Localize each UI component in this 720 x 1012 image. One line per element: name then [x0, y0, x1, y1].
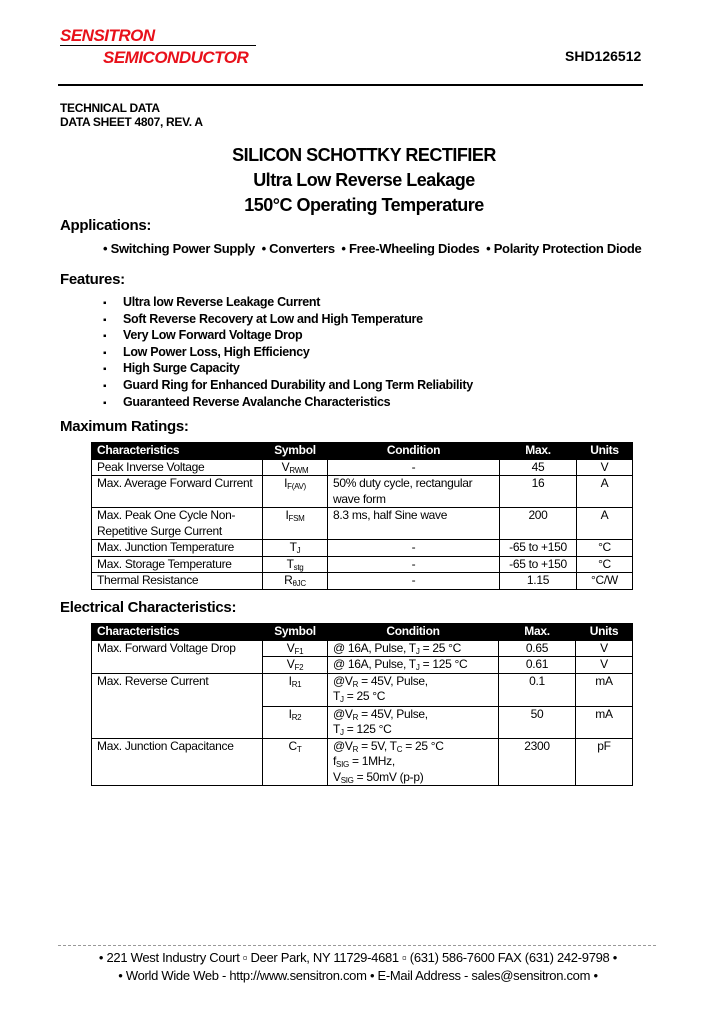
- condition: @V: [333, 706, 353, 721]
- unit-cell: [577, 459, 633, 476]
- condition-cell: [328, 657, 499, 674]
- subscript: RWM: [289, 465, 309, 475]
- condition: = 5V, T: [358, 738, 397, 753]
- unit-cell: [577, 540, 633, 557]
- characteristic-cell: [92, 738, 263, 786]
- characteristic-cell: [92, 573, 263, 590]
- unit-cell: [577, 476, 633, 508]
- symbol-cell: [263, 508, 328, 540]
- unit: mA: [595, 706, 613, 721]
- characteristic: Max. Junction Temperature: [97, 540, 235, 554]
- condition-cell: [328, 738, 499, 786]
- feature-item: ▪ High Surge Capacity: [103, 361, 473, 378]
- unit: V: [600, 657, 608, 671]
- symbol: V: [286, 657, 295, 671]
- characteristic-cell: [92, 673, 263, 738]
- characteristic: Max. Junction Capacitance: [97, 738, 234, 753]
- applications-list: • Switching Power Supply • Converters • Free-Wheeling Diodes • Polarity Protection Diode: [103, 241, 642, 256]
- subscript: R2: [291, 712, 302, 722]
- subscript: R: [352, 744, 359, 754]
- condition-cell: [328, 459, 500, 476]
- characteristic-cell: [92, 556, 263, 573]
- electrical-table: [91, 623, 633, 786]
- condition-line: [333, 641, 493, 657]
- max-value: 0.1: [529, 673, 545, 688]
- condition: = 25 °C: [343, 689, 386, 703]
- application-item: Switching Power Supply: [110, 241, 255, 256]
- subscript: R1: [291, 679, 302, 689]
- subscript: F1: [294, 646, 304, 656]
- application-item: Polarity Protection Diode: [493, 241, 642, 256]
- unit: pF: [597, 738, 611, 753]
- condition: -: [411, 540, 416, 554]
- characteristic-cell: [92, 459, 263, 476]
- subscript: J: [415, 663, 420, 672]
- condition: 8.3 ms, half Sine wave: [333, 508, 448, 522]
- unit: A: [600, 476, 609, 490]
- condition-line: [333, 770, 493, 786]
- col-header: Symbol: [263, 624, 328, 641]
- condition-cell: [328, 573, 500, 590]
- company-logo-line2: SEMICONDUCTOR: [103, 48, 249, 67]
- footer-address: • 221 West Industry Court ▫ Deer Park, NY 11729-4681 ▫ (631) 586-7600 FAX (631) 242-9798 •: [98, 950, 618, 965]
- col-header: Characteristics: [92, 443, 263, 460]
- condition-line: [333, 689, 493, 705]
- max-value: 45: [531, 459, 545, 474]
- characteristic: Max. Storage Temperature: [97, 556, 232, 571]
- main-title: SILICON SCHOTTKY RECTIFIER: [232, 145, 496, 165]
- symbol: C: [288, 738, 297, 753]
- max-value: 0.65: [525, 640, 549, 655]
- condition: = 125 °C: [419, 657, 468, 671]
- symbol: I: [285, 508, 289, 522]
- symbol: T: [289, 540, 297, 554]
- condition-line: [333, 657, 493, 673]
- max-value: -65 to +150: [509, 540, 567, 554]
- max-cell: [500, 540, 577, 557]
- subscript: R: [352, 679, 359, 689]
- condition: = 45V, Pulse,: [358, 673, 428, 688]
- max-cell: [499, 640, 576, 657]
- characteristic-cell: [92, 476, 263, 508]
- condition-line: [333, 754, 493, 770]
- subscript: SIG: [336, 760, 349, 769]
- symbol-cell: [263, 738, 328, 786]
- condition-cell: [328, 673, 499, 706]
- unit: °C/W: [591, 573, 618, 587]
- col-header: Characteristics: [92, 624, 263, 641]
- feature-item: ▪ Ultra low Reverse Leakage Current: [103, 295, 473, 312]
- table-row: [92, 540, 633, 557]
- application-item: Free-Wheeling Diodes: [348, 241, 480, 256]
- max-value: 1.15: [526, 573, 550, 587]
- subscript: R: [352, 712, 359, 722]
- feature-item: ▪ Low Power Loss, High Efficiency: [103, 345, 473, 362]
- footer-divider: [58, 945, 656, 946]
- subscript: F(AV): [287, 482, 306, 491]
- applications-heading: Applications:: [60, 217, 152, 234]
- condition: @V: [333, 673, 353, 688]
- feature-item: ▪ Guaranteed Reverse Avalanche Characteristics: [103, 395, 473, 412]
- table-header-row: [92, 624, 633, 641]
- table-row: [92, 476, 633, 508]
- subscript: F2: [294, 663, 304, 672]
- characteristic-cell: [92, 508, 263, 540]
- max-cell: [499, 657, 576, 674]
- symbol: V: [286, 640, 295, 655]
- subtitle-2: 150°C Operating Temperature: [244, 195, 484, 215]
- subscript: FSM: [288, 514, 305, 523]
- characteristic: Thermal Resistance: [97, 573, 199, 587]
- condition: = 25 °C: [419, 640, 461, 655]
- col-header: Symbol: [263, 443, 328, 460]
- symbol: T: [286, 556, 294, 571]
- unit-cell: [576, 657, 633, 674]
- unit-cell: [577, 508, 633, 540]
- table-row: [92, 459, 633, 476]
- subscript: T: [296, 744, 302, 754]
- unit-cell: [577, 556, 633, 573]
- condition: @ 16A, Pulse, T: [333, 640, 416, 655]
- condition: V: [333, 769, 341, 784]
- condition-line: [333, 707, 493, 723]
- max-value: 2300: [524, 738, 550, 753]
- max-value: 16: [531, 476, 545, 490]
- max-cell: [499, 706, 576, 738]
- condition: -: [411, 573, 416, 587]
- condition-line: [333, 674, 493, 690]
- feature-item: ▪ Soft Reverse Recovery at Low and High Temperature: [103, 312, 473, 329]
- characteristic: Max. Average Forward Current: [97, 476, 253, 490]
- max-ratings-table: [91, 442, 633, 590]
- characteristic-cell: [92, 540, 263, 557]
- unit-cell: [576, 640, 633, 657]
- unit-cell: [577, 573, 633, 590]
- unit: °C: [598, 556, 611, 571]
- condition-cell: [328, 556, 500, 573]
- symbol: I: [288, 706, 292, 721]
- symbol: V: [281, 459, 290, 474]
- max-cell: [499, 673, 576, 706]
- symbol-cell: [263, 657, 328, 674]
- condition: = 1MHz,: [348, 754, 395, 768]
- col-header: Condition: [328, 624, 499, 641]
- characteristic: Peak Inverse Voltage: [97, 459, 205, 474]
- features-heading: Features:: [60, 271, 125, 288]
- condition-cell: [328, 508, 500, 540]
- doc-info-line2: DATA SHEET 4807, REV. A: [60, 115, 203, 129]
- symbol-cell: [263, 459, 328, 476]
- max-cell: [499, 738, 576, 786]
- table-row: [92, 556, 633, 573]
- feature-item: ▪ Very Low Forward Voltage Drop: [103, 328, 473, 345]
- max-value: 200: [528, 508, 548, 522]
- subscript: stg: [293, 562, 304, 572]
- subscript: J: [340, 728, 344, 737]
- subscript: J: [415, 646, 420, 656]
- unit-cell: [576, 673, 633, 706]
- characteristic: Max. Reverse Current: [97, 673, 209, 688]
- symbol: R: [284, 573, 293, 587]
- footer-web: • World Wide Web - http://www.sensitron.com • E-Mail Address - sales@sensitron.com •: [118, 968, 598, 983]
- condition-line: [333, 722, 493, 738]
- unit: mA: [595, 673, 613, 688]
- condition-cell: [328, 706, 499, 738]
- symbol-cell: [263, 706, 328, 738]
- electrical-heading: Electrical Characteristics:: [60, 599, 237, 616]
- max-cell: [500, 476, 577, 508]
- max-value: 0.61: [525, 657, 549, 671]
- subtitle-1: Ultra Low Reverse Leakage: [253, 170, 475, 190]
- symbol: I: [284, 476, 288, 490]
- condition: -: [411, 556, 416, 571]
- condition: = 50mV (p-p): [353, 769, 424, 784]
- symbol-cell: [263, 573, 328, 590]
- condition-cell: [328, 640, 499, 657]
- table-header-row: [92, 443, 633, 460]
- features-list: [123, 295, 473, 411]
- application-item: Converters: [269, 241, 335, 256]
- characteristic-cell: [92, 640, 263, 673]
- col-header: Condition: [328, 443, 500, 460]
- feature-item: ▪ Guard Ring for Enhanced Durability and Long Term Reliability: [103, 378, 473, 395]
- unit-cell: [576, 706, 633, 738]
- condition: @ 16A, Pulse, T: [333, 657, 416, 671]
- company-logo-line1: SENSITRON: [60, 26, 155, 45]
- header-divider: [58, 84, 643, 86]
- logo-underline: [60, 45, 256, 46]
- condition-cell: [328, 476, 500, 508]
- doc-info: [60, 101, 203, 129]
- col-header: Units: [576, 624, 633, 641]
- subscript: J: [296, 546, 301, 555]
- condition: T: [333, 689, 341, 703]
- part-number: SHD126512: [565, 48, 642, 64]
- max-ratings-heading: Maximum Ratings:: [60, 418, 189, 435]
- unit: A: [600, 508, 609, 522]
- max-value: -65 to +150: [509, 556, 567, 571]
- symbol-cell: [263, 476, 328, 508]
- condition: 50% duty cycle, rectangular wave form: [333, 476, 473, 506]
- condition: @V: [333, 738, 353, 753]
- col-header: Max.: [499, 624, 576, 641]
- col-header: Max.: [500, 443, 577, 460]
- max-cell: [500, 573, 577, 590]
- subscript: C: [396, 744, 403, 754]
- symbol-cell: [263, 640, 328, 657]
- max-cell: [500, 508, 577, 540]
- col-header: Units: [577, 443, 633, 460]
- symbol-cell: [263, 556, 328, 573]
- table-row: [92, 508, 633, 540]
- condition: = 45V, Pulse,: [358, 706, 428, 721]
- subscript: θJC: [292, 579, 306, 588]
- max-value: 50: [530, 706, 544, 721]
- symbol-cell: [263, 673, 328, 706]
- symbol: I: [288, 673, 292, 688]
- condition-cell: [328, 540, 500, 557]
- condition: T: [333, 722, 341, 736]
- condition: f: [333, 754, 337, 768]
- unit: °C: [598, 540, 611, 554]
- table-row: [92, 673, 633, 706]
- symbol-cell: [263, 540, 328, 557]
- characteristic: Max. Peak One Cycle Non-Repetitive Surge Current: [97, 508, 236, 538]
- condition: = 25 °C: [402, 738, 444, 753]
- subscript: J: [340, 695, 344, 704]
- table-row: [92, 573, 633, 590]
- condition: = 125 °C: [343, 722, 392, 736]
- subscript: SIG: [340, 775, 354, 785]
- table-row: [92, 738, 633, 786]
- unit: V: [600, 640, 608, 655]
- condition: -: [411, 459, 416, 474]
- doc-info-line1: TECHNICAL DATA: [60, 101, 160, 115]
- table-row: [92, 640, 633, 657]
- condition-line: [333, 739, 493, 755]
- unit-cell: [576, 738, 633, 786]
- max-cell: [500, 556, 577, 573]
- characteristic: Max. Forward Voltage Drop: [97, 640, 236, 655]
- max-cell: [500, 459, 577, 476]
- unit: V: [600, 459, 609, 474]
